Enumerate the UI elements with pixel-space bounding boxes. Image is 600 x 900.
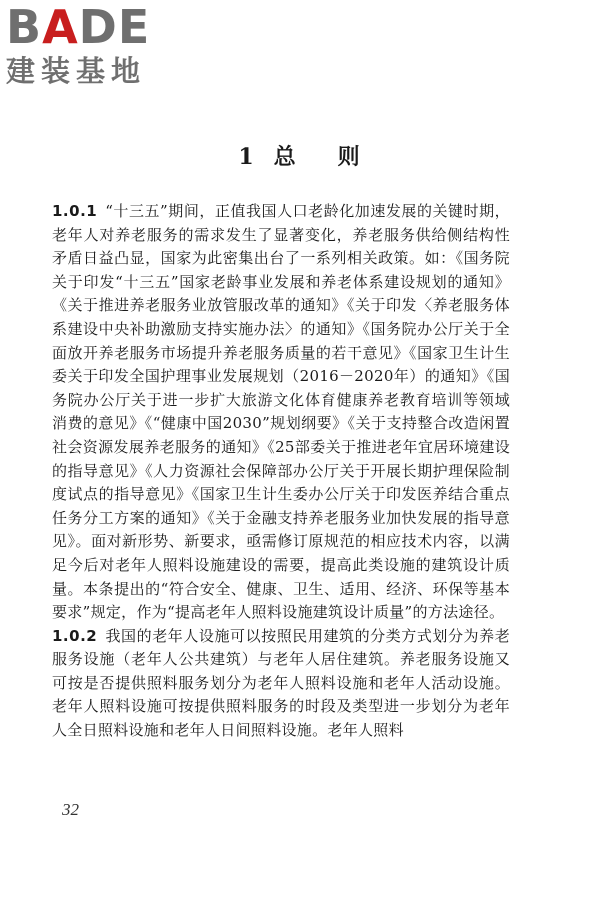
chapter-title-first: 总	[273, 144, 298, 170]
logo-letters-de: DE	[78, 0, 151, 54]
clause-number: 1.0.2	[52, 626, 98, 645]
chapter-heading	[0, 140, 600, 171]
logo-letter-a-mark: A	[42, 0, 79, 54]
body-text	[52, 200, 510, 743]
clause-number: 1.0.1	[52, 202, 98, 220]
chapter-title-second: 则	[337, 144, 362, 170]
chapter-number: 1	[238, 144, 256, 170]
page-number: 32	[62, 800, 79, 819]
brand-logo	[6, 2, 176, 88]
logo-chinese-name: 建装基地	[6, 54, 147, 88]
clause-text: “十三五”期间，正值我国人口老龄化加速发展的关键时期，老年人对养老服务的需求发生了显著变化，养老服务供给侧结构性矛盾日益凸显，国家为此密集出台了一系列相关政策。如：《国务院关于印发“十三五”国家老龄事业发展和养老体系建设规划的通知》《关于推进养老服务业放管服改革的通知》《关于印发〈养老服务体系建设中央补助激励支持实施办法〉的通知》《国务院办公厅关于全面放开养老服务市场提升养老服务质量的若干意见》《国家卫生计生委关于印发全国护理事业发展规划（2016－2020年）的通知》《国务院办公厅关于进一步扩大旅游文化体育健康养老教育培训等领域消费的意见》《“健康中国2030”规划纲要》《关于支持整合改造闲置社会资源发展养老服务的通知》《25部委关于推进老年宜居环境建设的指导意见》《人力资源社会保障部办公厅关于开展长期护理保险制度试点的指导意见》《国家卫生计生委办公厅关于印发医养结合重点任务分工方案的通知》《关于金融支持养老服务业加快发展的指导意见》。面对新形势、新要求，亟需修订原规范的相应技术内容，以满足今后对老年人照料设施建设的需要，提高此类设施的建筑设计质量。本条提出的“符合安全、健康、卫生、适用、经济、环保等基本要求”规定，作为“提高老年人照料设施建筑设计质量”的方法途径。	[52, 202, 510, 622]
clause-paragraph	[52, 200, 510, 625]
clause-text: 我国的老年人设施可以按照民用建筑的分类方式划分为养老服务设施（老年人公共建筑）与老年人居住建筑。养老服务设施又可按是否提供照料服务划分为老年人照料设施和老年人活动设施。老年人照料设施可按提供照料服务的时段及类型进一步划分为老年人全日照料设施和老年人日间照料设施。老年人照料	[52, 626, 510, 740]
logo-wordmark	[6, 2, 176, 52]
logo-letter-b: B	[6, 0, 43, 54]
clause-paragraph	[52, 625, 510, 743]
